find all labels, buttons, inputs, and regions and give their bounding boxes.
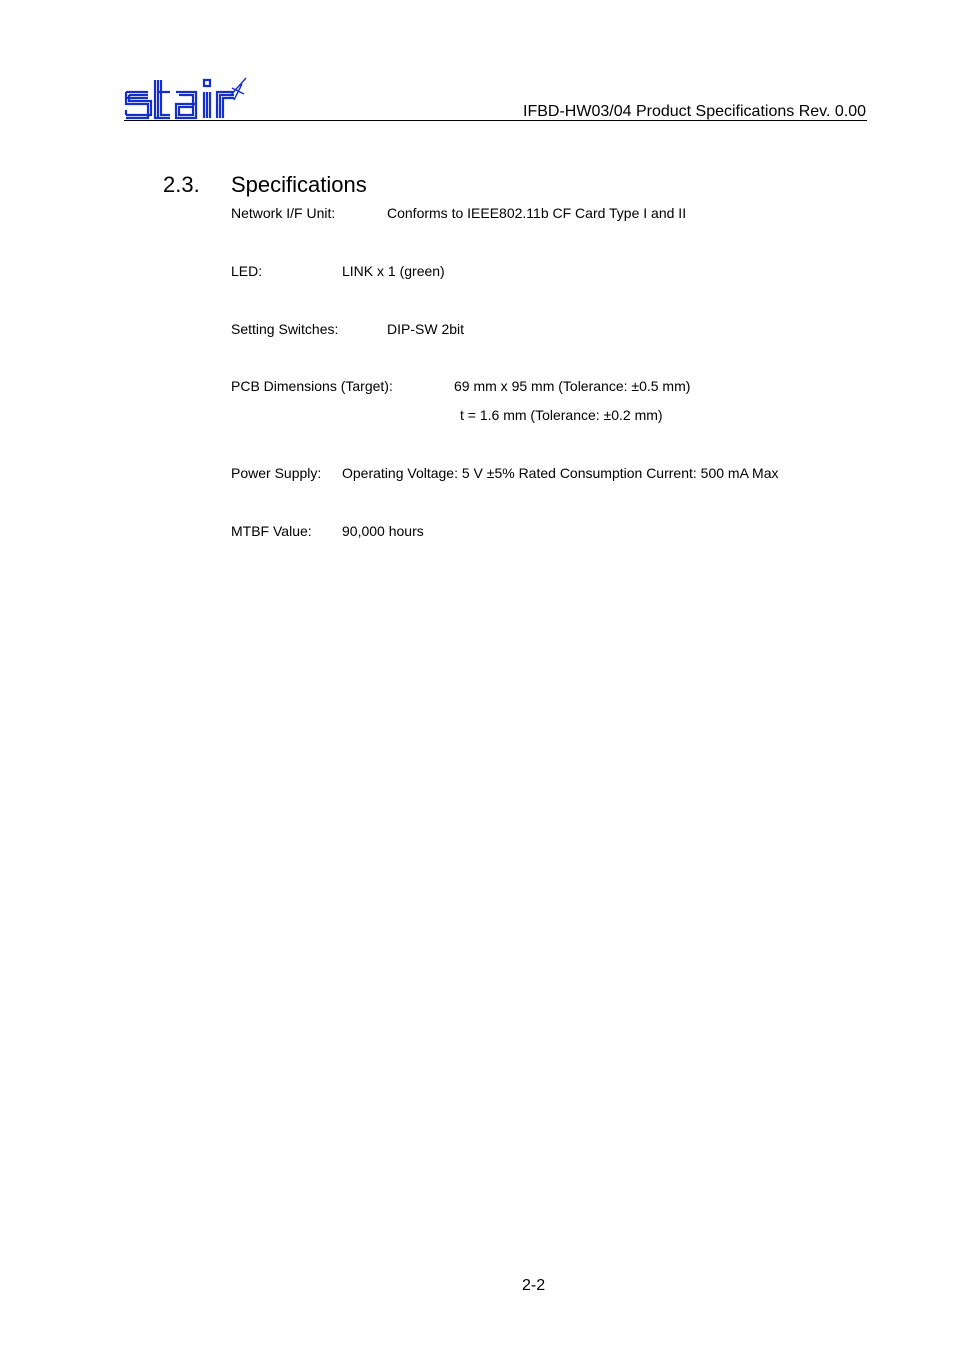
spec-value-mtbf: 90,000 hours [342, 523, 424, 539]
section-title: Specifications [231, 172, 367, 197]
spec-value-power: Operating Voltage: 5 V ±5% Rated Consumption Current: 500 mA Max [342, 465, 779, 481]
spec-value-network: Conforms to IEEE802.11b CF Card Type I and II [387, 205, 687, 221]
spec-value-led: LINK x 1 (green) [342, 263, 445, 279]
spec-label-pcb: PCB Dimensions (Target): [231, 378, 393, 394]
spec-label-switches: Setting Switches: [231, 321, 339, 337]
document-title: IFBD-HW03/04 Product Specifications Rev. 0.00 [523, 103, 866, 120]
spec-label-mtbf: MTBF Value: [231, 523, 312, 539]
page-number: 2-2 [522, 1277, 546, 1294]
star-logo [124, 74, 248, 122]
spec-label-led: LED: [231, 263, 263, 279]
header-divider [124, 120, 867, 121]
section-number: 2.3. [163, 172, 200, 197]
spec-label-power: Power Supply: [231, 465, 322, 481]
spec-value-pcb: 69 mm x 95 mm (Tolerance: ±0.5 mm) [454, 378, 691, 394]
spec-value-switches: DIP-SW 2bit [387, 321, 465, 337]
spec-value-pcb-thickness: t = 1.6 mm (Tolerance: ±0.2 mm) [460, 407, 663, 423]
spec-label-network: Network I/F Unit: [231, 205, 336, 221]
